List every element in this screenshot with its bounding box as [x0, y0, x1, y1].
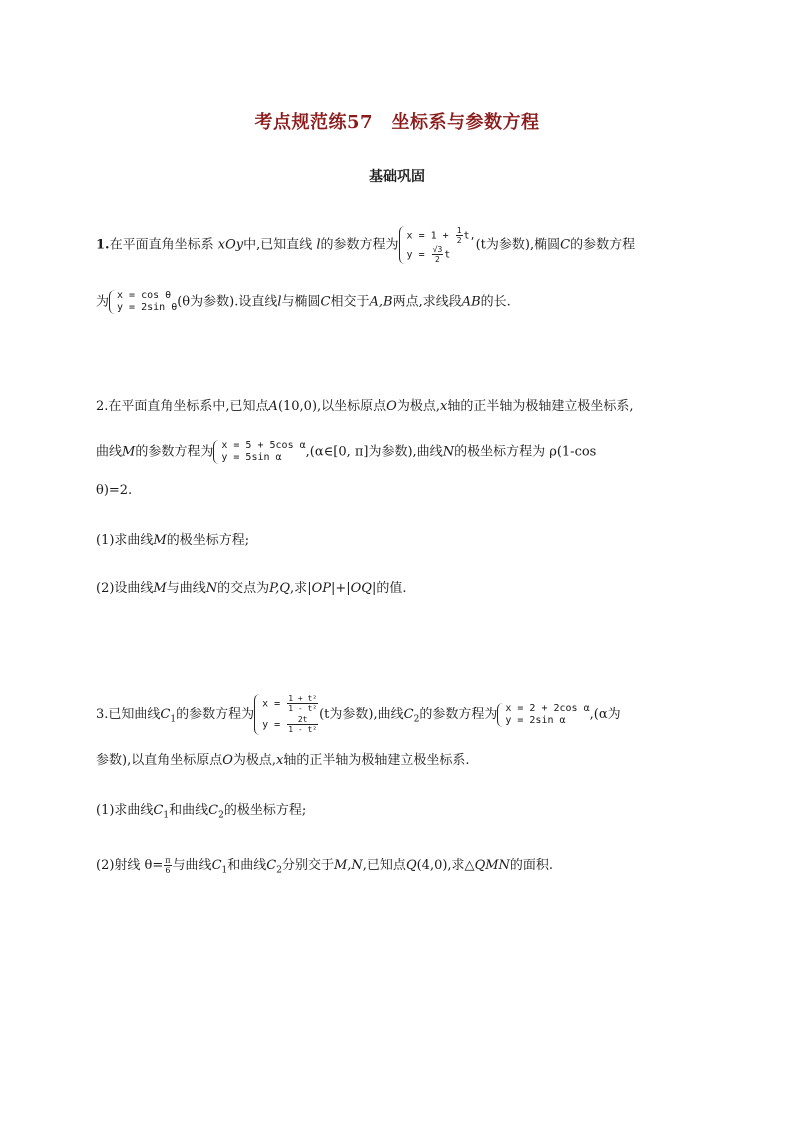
q2-line2: 曲线M的参数方程为 x = 5 + 5cos α y = 5sin α ,(α∈[0, π]为参数),曲线N的极坐标方程为 ρ(1-cos: [96, 440, 597, 463]
q2-sub1: (1)求曲线M的极坐标方程;: [96, 533, 250, 548]
q1-line-param-system: x = 1 + $\frac{1}{2}$ t, y = $\frac{√3}{2}$ t: [399, 226, 476, 264]
q2-line1: 2.在平面直角坐标系中,已知点A(10,0),以坐标原点O为极点,x轴的正半轴为极轴建立极坐标系,: [96, 399, 634, 414]
q3-sub2: (2)射线 θ= $\frac{\pi}{6}$ 与曲线$C_1$和曲线$C_2$分别交于M,N,已知点Q(4,0),求△QMN的面积.: [96, 856, 554, 876]
section-heading: 基础巩固: [369, 169, 425, 185]
q3-sub1: (1)求曲线$C_1$和曲线$C_2$的极坐标方程;: [96, 803, 307, 821]
q1-ellipse-param-system: x = cos θ y = 2sin θ: [109, 290, 177, 314]
page-title: 考点规范练57 坐标系与参数方程: [254, 112, 540, 133]
q3-curve-c2-system: x = 2 + 2cos α y = 2sin α: [497, 703, 589, 727]
q1-number: 1.: [96, 237, 110, 253]
q2-curve-m-system: x = 5 + 5cos α y = 5sin α: [213, 440, 305, 464]
q2-sub2: (2)设曲线M与曲线N的交点为P,Q,求|OP|+|OQ|的值.: [96, 581, 407, 596]
q2-line3: θ)=2.: [96, 483, 133, 498]
q1-line2: 为 x = cos θ y = 2sin θ (θ为参数).设直线l与椭圆C相交于A,B两点,求线段AB的长.: [96, 290, 511, 313]
q1-line1: 1.在平面直角坐标系 xOy中,已知直线 l的参数方程为 x = 1 + $\frac{1}{2}$ t, y = $\frac{√3}{2}$ t (t为参数),椭圆C的参数方程: [96, 226, 636, 264]
q3-line2: 参数),以直角坐标原点O为极点,x轴的正半轴为极轴建立极坐标系.: [96, 753, 470, 768]
q3-line1: 3.已知曲线$C_1$的参数方程为 x = $\frac{\text{1 + t²}}{\text{1 - t²}}$ y = $\frac{2t}{\text{1 - t²}}$ (t为参数),曲线$C_2$的参数方程为 x = 2 + 2cos α y = 2sin α ,(α为: [96, 694, 621, 734]
q3-curve-c1-system: x = $\frac{\text{1 + t²}}{\text{1 - t²}}$ y = $\frac{2t}{\text{1 - t²}}$: [254, 694, 319, 735]
